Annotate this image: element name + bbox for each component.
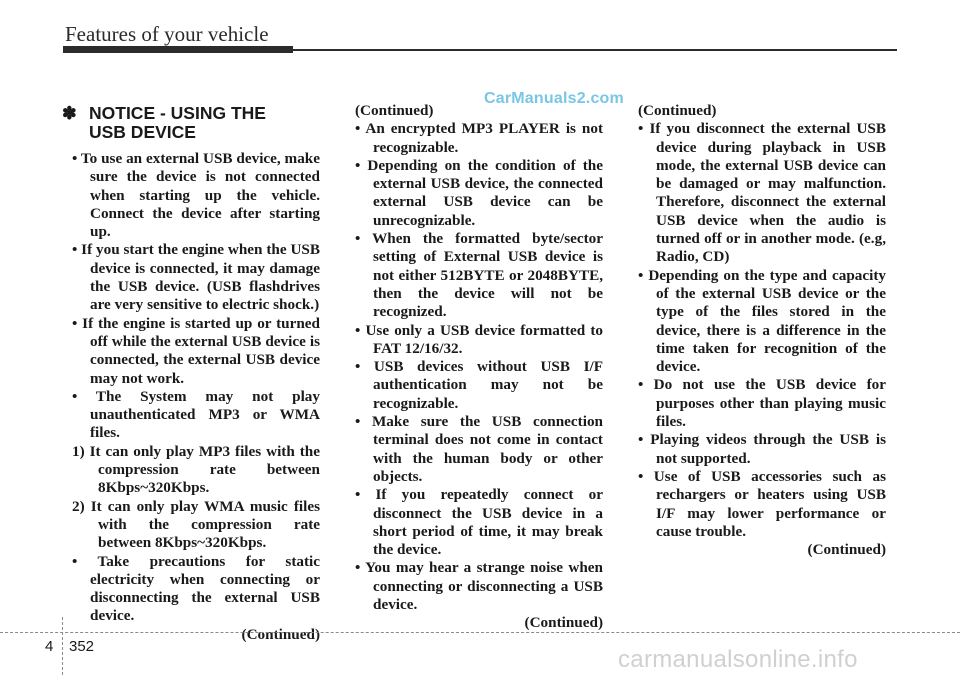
notice-heading (62, 104, 320, 142)
notice-item: • Use only a USB device formatted to FAT 12/16/32. (355, 321, 603, 357)
notice-item: • An encrypted MP3 PLAYER is not recognizable. (355, 120, 603, 156)
chapter-number: 4 (45, 638, 54, 655)
notice-item: • Make sure the USB connection terminal does not come in contact with the human body or other objects. (355, 413, 603, 485)
continued-label: (Continued) (355, 102, 434, 119)
notice-item: • Depending on the condition of the external USB device, the connected external USB device can be unrecognizable. (355, 156, 603, 229)
notice-heading-line2: USB DEVICE (89, 122, 196, 142)
notice-item: • If you disconnect the external USB device during playback in USB mode, the external USB device can be damaged or may malfunction. Therefore, disconnect the external USB device when the audio is turned off or in another mode. (e.g, Radio, CD) (638, 120, 886, 266)
notice-item: • If you repeatedly connect or disconnect the USB device in a short period of time, it may break the device. (355, 486, 603, 559)
continued-label: (Continued) (638, 102, 717, 119)
notice-item: • USB devices without USB I/F authentication may not be recognizable. (355, 358, 603, 412)
header-bar (63, 46, 293, 53)
watermark-logo[interactable]: CarManuals2.com (484, 90, 624, 107)
watermark-footer[interactable]: carmanualsonline.info (618, 646, 858, 673)
notice-item: • When the formatted byte/sector setting of External USB device is not either 512BYTE or 2048BYTE, then the device will not be recognized. (355, 230, 603, 321)
notice-star-icon: ✽ (62, 103, 77, 123)
header-rule (293, 49, 897, 51)
notice-item: • Take precautions for static electricity when connecting or disconnecting the external USB device. (72, 552, 320, 625)
notice-heading-line1: NOTICE - USING THE (89, 103, 266, 123)
notice-item: • Use of USB accessories such as rechargers or heaters using USB I/F may lower performance or cause trouble. (638, 467, 886, 540)
notice-numbered-item: 2) It can only play WMA music files with the compression rate between 8Kbps~320Kbps. (72, 497, 320, 552)
column-3 (628, 102, 886, 559)
page-header-title: Features of your vehicle (65, 22, 269, 46)
continued-label: (Continued) (807, 541, 886, 559)
notice-item: • Do not use the USB device for purposes other than playing music files. (638, 376, 886, 431)
continued-label: (Continued) (241, 625, 320, 643)
notice-item: • Depending on the type and capacity of the external USB device or the type of the files stored in the device, there is a difference in the time taken for recognition of the device. (638, 266, 886, 376)
notice-item: • If you start the engine when the USB device is connected, it may damage the USB device. (USB flashdrives are very sensitive to electric shock.) (72, 241, 320, 314)
footer-divider (0, 632, 960, 633)
notice-item: • You may hear a strange noise when connecting or disconnecting a USB device. (355, 559, 603, 614)
page-number: 352 (69, 638, 95, 655)
column-2 (345, 102, 603, 633)
footer-vertical-divider (62, 617, 63, 675)
column-1 (62, 104, 320, 644)
notice-item: • The System may not play unauthenticated MP3 or WMA files. (72, 387, 320, 442)
notice-numbered-item: 1) It can only play MP3 files with the compression rate between 8Kbps~320Kbps. (72, 442, 320, 497)
notice-item: • Playing videos through the USB is not supported. (638, 431, 886, 467)
notice-item: • To use an external USB device, make sure the device is not connected when starting up the vehicle. Connect the device after starting up. (72, 150, 320, 241)
notice-item: • If the engine is started up or turned off while the external USB device is connected, the external USB device may not work. (72, 314, 320, 387)
continued-label: (Continued) (524, 614, 603, 632)
